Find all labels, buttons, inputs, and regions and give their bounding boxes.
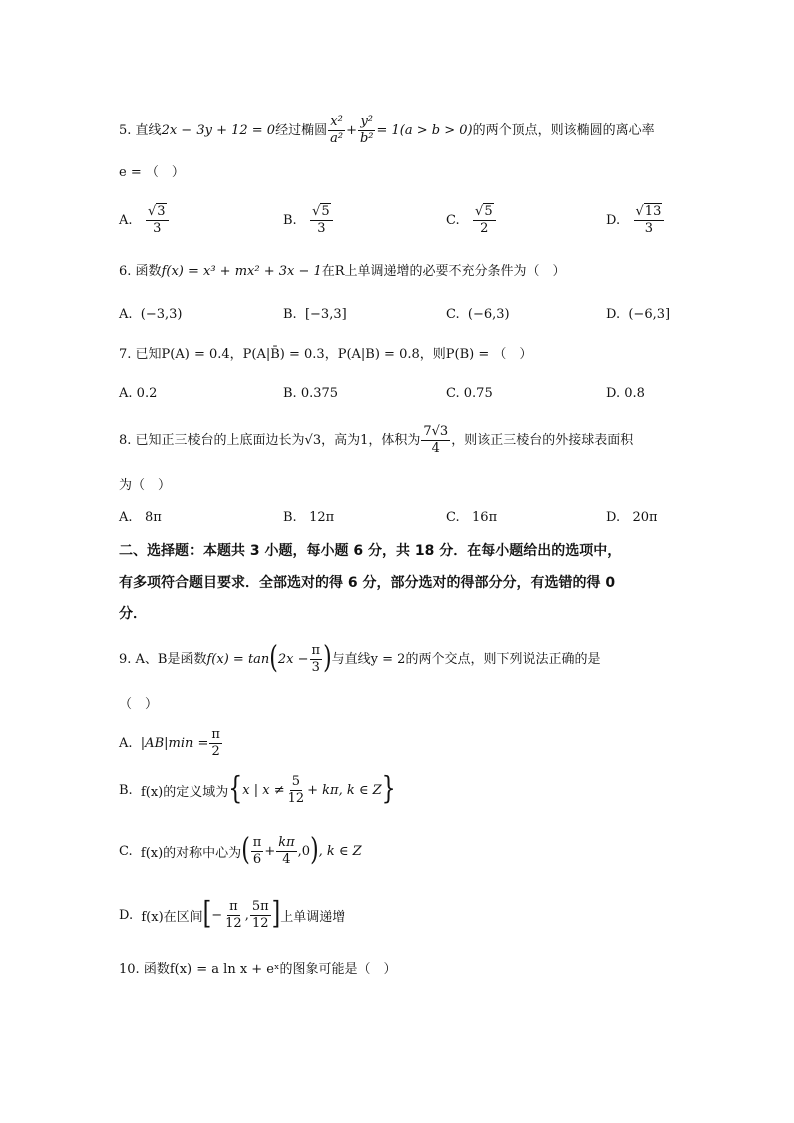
q8-option-d <box>606 510 658 525</box>
question-6 <box>119 265 566 278</box>
center-tail: ,0 <box>297 843 311 859</box>
q6-option-b <box>283 307 347 322</box>
q5-eccentricity-prompt: e = （ ） <box>119 165 185 180</box>
option-text: 16π <box>472 510 498 525</box>
q7-option-a <box>119 386 157 401</box>
option-label: A. <box>119 386 133 401</box>
option-label: D. <box>119 907 134 923</box>
q9-function: f(x) = tan <box>206 651 270 667</box>
option-label: C. <box>446 307 460 322</box>
interval-tail: 上单调递增 <box>280 909 346 925</box>
frac-den: 4 <box>431 440 440 456</box>
q5-option-a: A. $\frac{√3}{3}$ <box>119 205 170 235</box>
q5-option-c: C. $\frac{√5}{2}$ <box>446 205 497 235</box>
q7-option-d <box>606 386 645 401</box>
option-text: 20π <box>632 510 658 525</box>
q10-number: 10. <box>119 962 140 977</box>
frac-den: 12 <box>225 915 242 931</box>
option-label: A. <box>119 307 133 322</box>
option-text: 8π <box>144 510 162 525</box>
option-text: (−6,3] <box>628 307 671 322</box>
option-text: 0.8 <box>624 386 645 401</box>
option-label: A. <box>119 510 133 525</box>
q10-text: 函数f(x) = a ln x + eˣ的图象可能是（ ） <box>143 962 397 977</box>
option-label: B. <box>283 510 297 525</box>
option-den: 2 <box>480 220 489 236</box>
option-text: (−3,3) <box>140 307 183 322</box>
q5-pre: 直线 <box>135 122 162 138</box>
q8-number: 8. <box>119 432 132 448</box>
q8-volume-fraction <box>421 425 450 455</box>
frac-den: 3 <box>311 659 320 675</box>
q9-line2 <box>119 698 158 711</box>
q7-number: 7. <box>119 347 132 362</box>
option-den: 3 <box>644 220 654 236</box>
set-tail: + kπ, k ∈ Z <box>307 782 382 798</box>
frac-den: 12 <box>287 790 305 806</box>
question-8 <box>119 425 633 455</box>
question-5: 5. 直线 2x − 3y + 12 = 0 经过椭圆 $\frac{\text{x²}}{\text{a²}}$ + $\frac{\text{y²}}{\text{b²}}$ = 1(a > b > 0) 的两个顶点，则该椭圆的离心率 <box>119 114 655 146</box>
q5-mid: 经过椭圆 <box>275 122 328 138</box>
option-den: 3 <box>317 220 326 236</box>
question-9: 9. A、B是函数 f(x) = tan ( 2x − $\frac{\pi}{3}$ ) 与直线y = 2的两个交点，则下列说法正确的是 <box>119 640 601 676</box>
option-label: C. <box>446 386 460 401</box>
q9-option-a <box>119 728 223 758</box>
frac-num: 5 <box>291 774 300 789</box>
q9-number: 9. <box>119 651 132 667</box>
q5-option-d: D. $\frac{√13}{3}$ <box>606 205 665 235</box>
option-num: 3 <box>157 204 166 219</box>
frac-num: π <box>311 643 321 658</box>
q8-option-b <box>283 510 334 525</box>
q9-option-b: B. f(x)的定义域为 { x | x ≠ $\frac{5}{12}$ + kπ, k ∈ Z } <box>119 771 396 807</box>
frac-num: π <box>211 727 220 742</box>
option-text: |AB|min = <box>140 735 209 751</box>
frac-num: kπ <box>278 835 295 850</box>
q5-post: 的两个顶点，则该椭圆的离心率 <box>472 122 655 138</box>
q6-function: f(x) = x³ + mx² + 3x − 1 <box>161 264 322 279</box>
set-builder: x | x ≠ <box>242 782 285 798</box>
q8-option-a <box>119 510 162 525</box>
option-text: [−3,3] <box>304 307 347 322</box>
option-text: f(x)在区间 <box>141 909 203 925</box>
q5-frac-y: $\frac{\text{y²}}{\text{b²}}$ <box>359 114 374 146</box>
option-label: B. <box>283 212 297 228</box>
q5-frac-x: $\frac{\text{x²}}{\text{a²}}$ <box>330 114 344 146</box>
section-2-line-3: 分． <box>119 606 147 622</box>
option-text: 0.375 <box>300 386 339 401</box>
q6-option-a <box>119 307 183 322</box>
option-text: 0.2 <box>136 386 158 401</box>
option-label: D. <box>606 212 621 228</box>
q6-option-d <box>606 307 670 322</box>
option-num: 13 <box>644 204 662 219</box>
q8-pre: 已知正三棱台的上底面边长为√3，高为1，体积为 <box>135 432 421 448</box>
frac-num: 7√3 <box>423 424 449 439</box>
q5-number: 5. <box>119 122 132 138</box>
option-label: A. <box>119 212 133 228</box>
q7-option-c <box>446 386 493 401</box>
q6-option-c <box>446 307 510 322</box>
option-label: A. <box>119 735 133 751</box>
q5-line2 <box>119 166 185 179</box>
option-label: D. <box>606 386 621 401</box>
question-7 <box>119 348 532 361</box>
q9-pre: A、B是函数 <box>135 651 207 667</box>
q9-function-inner: 2x − <box>277 651 309 667</box>
option-label: B. <box>283 307 297 322</box>
option-text: 0.75 <box>463 386 493 401</box>
q6-post: 在R上单调递增的必要不充分条件为（ ） <box>321 264 566 279</box>
center-end: , k ∈ Z <box>318 843 362 859</box>
question-10 <box>119 963 397 976</box>
frac-num: 5π <box>251 899 269 914</box>
q7-text: 已知P(A) = 0.4，P(A|B̄) = 0.3，P(A|B) = 0.8，则P(B) = （ ） <box>135 347 533 362</box>
option-text: f(x)的定义域为 <box>140 784 229 800</box>
option-den: 3 <box>153 220 162 236</box>
option-label: C. <box>119 843 133 859</box>
frac-den: 6 <box>252 851 262 867</box>
frac-den: 12 <box>251 915 269 931</box>
option-label: B. <box>119 782 133 798</box>
q8-line2-text: 为（ ） <box>119 478 172 493</box>
q5-line-equation: 2x − 3y + 12 = 0 <box>161 122 276 138</box>
q9-option-c: C. f(x)的对称中心为 ( $\frac{\pi}{6}$ + $\frac{k\pi}{4}$ ,0 ) , k ∈ Z <box>119 832 362 868</box>
frac-num: π <box>229 899 238 914</box>
q9-post: 与直线y = 2的两个交点，则下列说法正确的是 <box>331 651 601 667</box>
q9-option-d: D. f(x)在区间 [ − $\frac{\pi}{12}$ , $\frac{5\pi}{12}$ ] 上单调递增 <box>119 896 346 932</box>
q8-option-c <box>446 510 497 525</box>
section-2-line-2: 有多项符合题目要求．全部选对的得 6 分，部分选对的得部分分，有选错的得 0 <box>119 575 616 591</box>
option-text: f(x)的对称中心为 <box>140 845 242 861</box>
frac-den: 2 <box>211 743 220 759</box>
option-text: (−6,3) <box>467 307 510 322</box>
q6-pre: 函数 <box>135 264 162 279</box>
option-label: C. <box>446 212 460 228</box>
option-label: D. <box>606 510 621 525</box>
q5-condition: = 1(a > b > 0) <box>376 122 473 138</box>
q6-number: 6. <box>119 264 132 279</box>
option-num: 5 <box>484 204 493 219</box>
frac-den: 4 <box>282 851 291 867</box>
option-label: C. <box>446 510 460 525</box>
q8-post: ，则该正三棱台的外接球表面积 <box>451 432 634 448</box>
option-label: B. <box>283 386 297 401</box>
q9-line2-text: （ ） <box>119 697 159 712</box>
q7-option-b <box>283 386 338 401</box>
q8-line2 <box>119 479 171 492</box>
q5-option-b: B. $\frac{√5}{3}$ <box>283 205 334 235</box>
option-num: 5 <box>321 204 330 219</box>
option-label: D. <box>606 307 621 322</box>
section-2-line-1: 二、选择题：本题共 3 小题，每小题 6 分，共 18 分．在每小题给出的选项中， <box>119 543 622 559</box>
option-text: 12π <box>309 510 335 525</box>
frac-num: π <box>252 835 262 850</box>
